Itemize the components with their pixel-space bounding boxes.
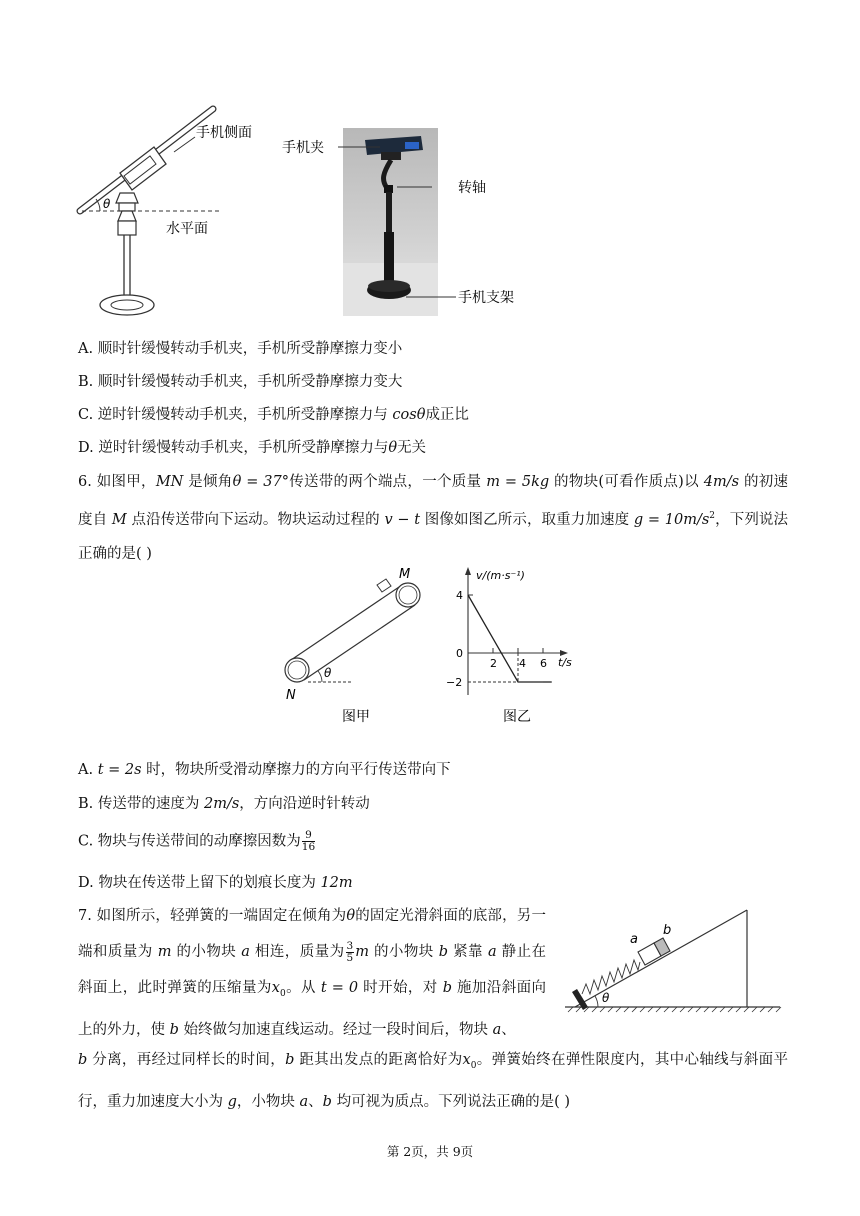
rotation-axis-label: 转轴 [458,180,486,196]
photo-labels [280,130,540,315]
tick-label-x4: 4 [519,657,526,670]
q5-option-d: D. 逆时针缓慢转动手机夹，手机所受静摩擦力与θ无关 [78,440,427,456]
q7-stem-continued: b 分离，再经过同样长的时间，b 距其出发点的距离恰好为$x_0$。弹簧始终在弹性限度内，其中心轴线与斜面平行，重力加速度大小为 g，小物块 a、b 均可视为质点。下列说法正确的是( ) [78,1052,789,1110]
vt-graph [440,565,580,730]
point-m-label: M [399,567,411,582]
phone-clip-label: 手机夹 [282,140,324,156]
theta-label: θ [103,197,111,211]
theta-label: θ [324,666,332,680]
v-axis-arrow [465,567,471,575]
q5-option-b: B. 顺时针缓慢转动手机夹，手机所受静摩擦力变大 [78,374,403,390]
q6-option-d: D. 物块在传送带上留下的划痕长度为 12m [78,875,353,891]
caption-fig-b: 图乙 [503,709,531,725]
incline-spring-diagram [560,900,785,1025]
t-axis-label: t/s [558,656,572,669]
tick-label-4: 4 [456,589,463,602]
block-b-label: b [663,923,672,938]
q6-option-a: A. t = 2s 时，物块所受滑动摩擦力的方向平行传送带向下 [78,762,451,778]
tick-label-2: 2 [490,657,497,670]
caption-fig-a: 图甲 [342,709,370,725]
q6-option-b: B. 传送带的速度为 2m/s，方向沿逆时针转动 [78,796,370,812]
phone-side-label: 手机侧面 [196,125,252,141]
tick-label-0: 0 [456,647,463,660]
q5-option-a: A. 顺时针缓慢转动手机夹，手机所受静摩擦力变小 [78,341,403,357]
q5-option-c: C. 逆时针缓慢转动手机夹，手机所受静摩擦力与 cosθ成正比 [78,407,469,423]
page-footer: 第 2页，共 9页 [386,1144,474,1159]
phone-stand-sketch [70,100,285,325]
block-a-label: a [630,932,638,947]
tick-label-neg2: −2 [446,676,463,689]
tick-label-6: 6 [540,657,547,670]
q7-stem: 7. 如图所示，轻弹簧的一端固定在倾角为θ的固定光滑斜面的底部，另一端和质量为 m 的小物块 a 相连，质量为 $\frac{3}{5}$ m 的小物块 b 紧靠 a 静止在斜面上，此时弹簧的压缩量为$x_0$。从 t = 0 时开始，对 b 施加沿斜面向上的外力，使 b 始终做匀加速直线运动。经过一段时间后，物块 a、 [78,908,547,1038]
phone-stand-label: 手机支架 [458,290,514,306]
conveyor-belt-diagram [272,565,432,730]
fraction-9-16: $\frac{9}{16}$ [301,829,316,853]
horizontal-plane-label: 水平面 [166,221,208,237]
q6-option-c: C. 物块与传送带间的动摩擦因数为 $\frac{9}{16}$ [78,829,316,853]
fraction-3-5: $\frac{3}{5}$ [346,939,354,964]
point-n-label: N [286,688,296,703]
q6-stem: 6. 如图甲，MN 是倾角θ = 37°传送带的两个端点，一个质量 m = 5kg 的物块(可看作质点)以 4m/s 的初速度自 M 点沿传送带向下运动。物块运动过程的 v − t 图像如图乙所示，取重力加速度 $g = 10m/s^2$，下列说法正确的是( ) [78,474,789,562]
v-axis-label: v/(m·s⁻¹) [476,569,525,582]
theta-label: θ [602,991,610,1005]
vt-series-line [468,595,543,682]
